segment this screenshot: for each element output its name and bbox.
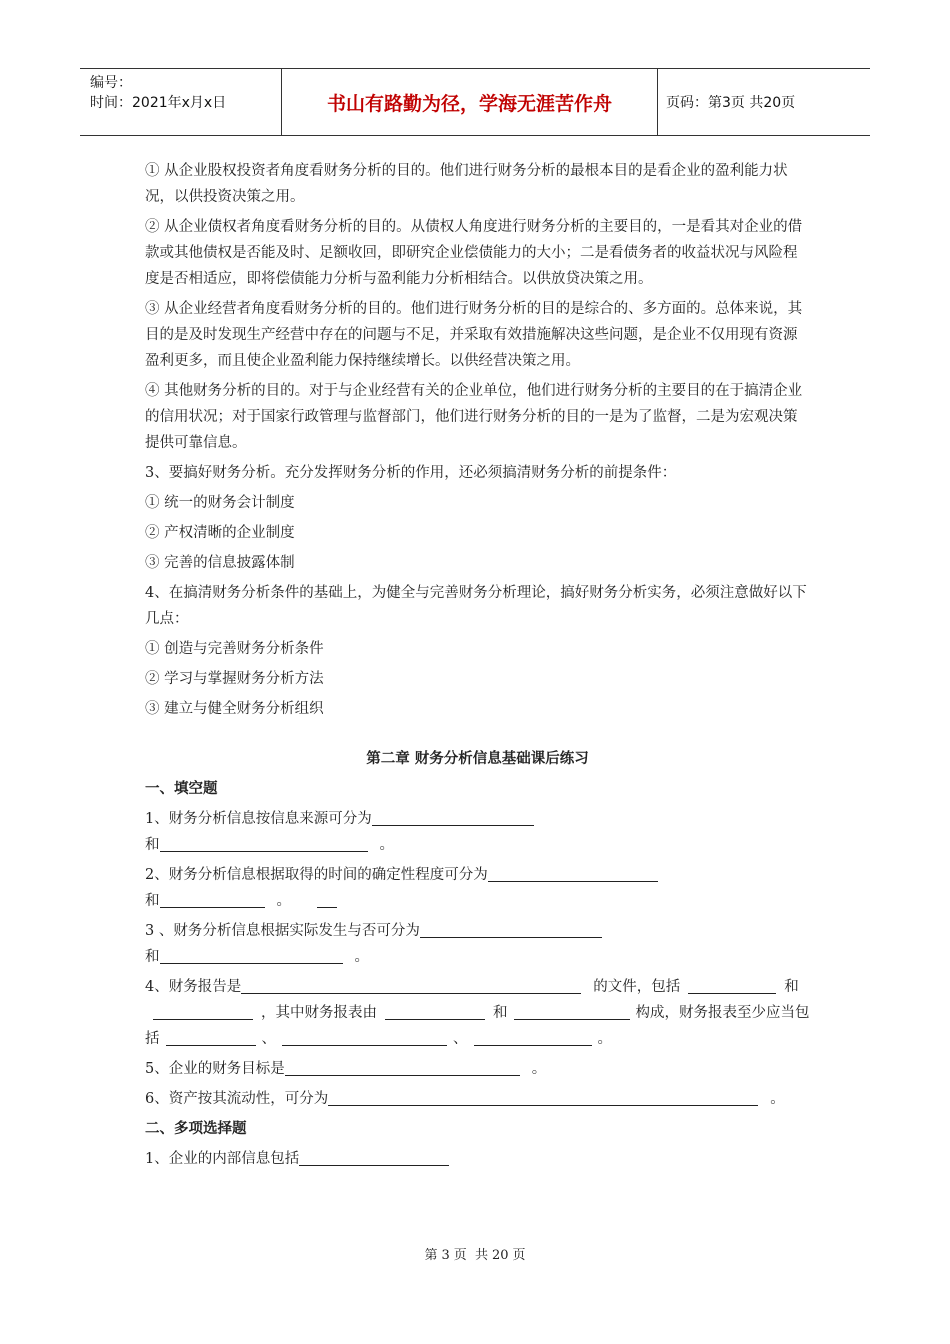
answer-blank[interactable] bbox=[160, 890, 265, 908]
list-item: ① 统一的财务会计制度 bbox=[145, 495, 295, 511]
answer-blank[interactable] bbox=[514, 1002, 630, 1020]
answer-blank[interactable] bbox=[385, 1002, 485, 1020]
answer-blank[interactable] bbox=[166, 1028, 256, 1046]
answer-blank[interactable] bbox=[160, 834, 368, 852]
list-item: ② 产权清晰的企业制度 bbox=[145, 525, 295, 541]
header-motto: 书山有路勤为径，学海无涯苦作舟 bbox=[282, 69, 658, 135]
answer-blank[interactable] bbox=[153, 1002, 253, 1020]
answer-blank[interactable] bbox=[299, 1148, 449, 1166]
chapter-title: 第二章 财务分析信息基础课后练习 bbox=[366, 751, 589, 767]
answer-blank[interactable] bbox=[317, 890, 337, 908]
page-header bbox=[80, 68, 870, 136]
answer-blank[interactable] bbox=[420, 920, 602, 938]
question-1-multiple: 1、企业的内部信息包括 bbox=[145, 1146, 810, 1172]
paragraph: ④ 其他财务分析的目的。对于与企业经营有关的企业单位，他们进行财务分析的主要目的在于搞清企业的信用状况；对于国家行政管理与监督部门，他们进行财务分析的目的一是为了监督，二是为宏观决策提供可靠信息。 bbox=[145, 383, 803, 451]
question-3: 3 、财务分析信息根据实际发生与否可分为 和 。 bbox=[145, 918, 810, 970]
section-heading: 二、多项选择题 bbox=[145, 1121, 247, 1137]
list-item: ③ 建立与健全财务分析组织 bbox=[145, 701, 324, 717]
section-heading: 一、填空题 bbox=[145, 781, 218, 797]
list-item: ② 学习与掌握财务分析方法 bbox=[145, 671, 324, 687]
paragraph: 4、在搞清财务分析条件的基础上，为健全与完善财务分析理论，搞好财务分析实务，必须注意做好以下几点： bbox=[145, 585, 807, 627]
answer-blank[interactable] bbox=[474, 1028, 592, 1046]
question-6: 6、资产按其流动性，可分为 。 bbox=[145, 1086, 810, 1112]
document-date-label: 时间：2021年x月x日 bbox=[90, 95, 227, 111]
answer-blank[interactable] bbox=[241, 976, 581, 994]
question-4: 4、财务报告是 的文件，包括 和，其中财务报表由 和 构成，财务报表至少应当包括 、 、 。 bbox=[145, 974, 810, 1052]
answer-blank[interactable] bbox=[488, 864, 658, 882]
document-number-label: 编号： bbox=[90, 75, 132, 91]
answer-blank[interactable] bbox=[688, 976, 776, 994]
list-item: ③ 完善的信息披露体制 bbox=[145, 555, 295, 571]
document-body bbox=[145, 158, 810, 1176]
page-footer: 第 3 页 共 20 页 bbox=[424, 1248, 526, 1263]
list-item: ① 创造与完善财务分析条件 bbox=[145, 641, 324, 657]
paragraph: ③ 从企业经营者角度看财务分析的目的。他们进行财务分析的目的是综合的、多方面的。总体来说，其目的是及时发现生产经营中存在的问题与不足，并采取有效措施解决这些问题，是企业不仅用现有资源盈利更多，而且使企业盈利能力保持继续增长。以供经营决策之用。 bbox=[145, 301, 803, 369]
paragraph: ② 从企业债权者角度看财务分析的目的。从债权人角度进行财务分析的主要目的，一是看其对企业的借款或其他债权是否能及时、足额收回，即研究企业偿债能力的大小；二是看债务者的收益状况与风险程度是否相适应，即将偿债能力分析与盈利能力分析相结合。以供放贷决策之用。 bbox=[145, 219, 803, 287]
header-info-cell bbox=[80, 69, 282, 135]
answer-blank[interactable] bbox=[372, 808, 534, 826]
answer-blank[interactable] bbox=[282, 1028, 447, 1046]
paragraph: 3、要搞好财务分析。充分发挥财务分析的作用，还必须搞清财务分析的前提条件： bbox=[145, 465, 677, 481]
answer-blank[interactable] bbox=[328, 1088, 758, 1106]
answer-blank[interactable] bbox=[160, 946, 343, 964]
question-5: 5、企业的财务目标是 。 bbox=[145, 1056, 810, 1082]
answer-blank[interactable] bbox=[285, 1058, 520, 1076]
question-1: 1、财务分析信息按信息来源可分为 和 。 bbox=[145, 806, 810, 858]
question-2: 2、财务分析信息根据取得的时间的确定性程度可分为 和 。 bbox=[145, 862, 810, 914]
paragraph: ① 从企业股权投资者角度看财务分析的目的。他们进行财务分析的最根本目的是看企业的盈利能力状况，以供投资决策之用。 bbox=[145, 163, 788, 205]
header-page-info: 页码：第3页 共20页 bbox=[666, 95, 796, 111]
